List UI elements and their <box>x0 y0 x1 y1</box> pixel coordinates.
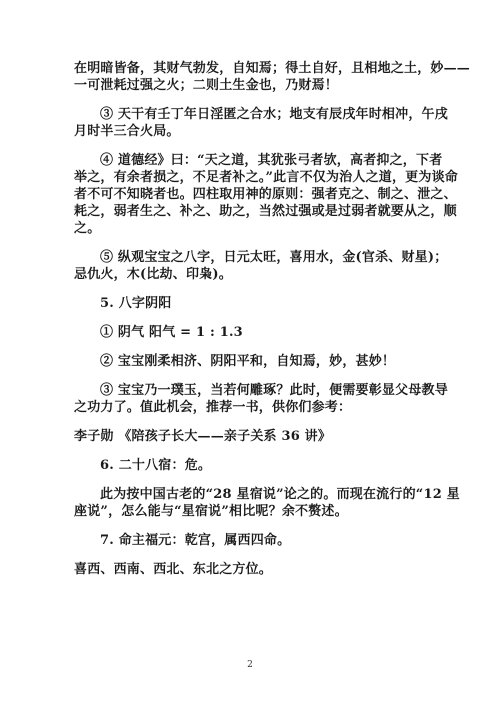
section-heading: 7. 命主福元：乾宫，属西四命。 <box>100 533 291 548</box>
section-heading: 5. 八字阴阳 <box>100 296 172 311</box>
text-line: 一可泄耗过强之火；二则土生金也，乃财焉！ <box>74 78 339 93</box>
text-line: 此为按中国古老的“28 星宿说”论之的。而现在流行的“12 星 <box>100 487 460 502</box>
text-line: 举之，有余者损之，不足者补之。”此言不仅为治人之道，更为谈命 <box>74 170 458 185</box>
text-line: 喜西、西南、西北、东北之方位。 <box>74 562 273 577</box>
document-body <box>74 60 471 578</box>
text-line: 耗之，弱者生之、补之、助之，当然过强或是过弱者就要从之，顺 <box>74 204 457 219</box>
text-line: ② 宝宝刚柔相济、阴阳平和，自知焉，妙，甚妙！ <box>100 354 396 369</box>
text-line: ⑤ 纵观宝宝之八字，日元太旺，喜用水，金(官杀、财星)； <box>100 250 448 265</box>
text-line: ③ 宝宝乃一璞玉，当若何雕琢？此时，便需要彰显父母教导 <box>100 383 448 398</box>
section-heading: 6. 二十八宿：危。 <box>100 458 212 473</box>
text-line: 月时半三合火局。 <box>74 124 180 139</box>
text-line: 之。 <box>74 221 101 236</box>
text-line: 者不可不知晓者也。四柱取用神的原则：强者克之、制之、泄之、 <box>74 187 457 202</box>
text-line: 在明暗皆备，其财气勃发，自知焉；得土自好，且相地之土，妙—— <box>74 61 471 76</box>
book-reference: 李子勋 《陪孩子长大——亲子关系 36 讲》 <box>74 429 332 444</box>
text-line: ① 阴气 阳气 = 1 : 1.3 <box>100 325 243 340</box>
text-line: 之功力了。值此机会，推荐一书，供你们参考： <box>74 400 352 415</box>
text-line: ④ 道德经》曰：“天之道，其犹张弓者欤，高者抑之，下者 <box>100 153 443 168</box>
text-line: 座说”，怎么能与“星宿说”相比呢？余不赘述。 <box>74 504 348 519</box>
text-line: ③ 天干有壬丁年日淫匿之合水；地支有辰戌年时相冲，午戌 <box>100 107 448 122</box>
text-line: 忌仇火，木(比劫、印枭)。 <box>74 267 232 282</box>
page-number: 2 <box>247 660 253 670</box>
